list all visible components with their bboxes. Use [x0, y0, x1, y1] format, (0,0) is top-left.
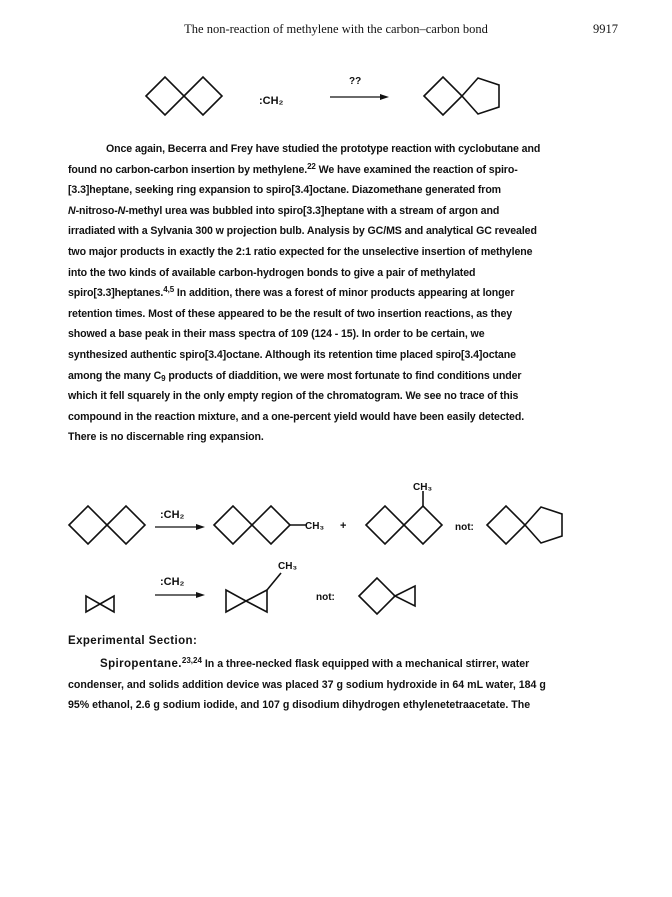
methylene-reagent: :CH₂	[160, 509, 185, 521]
methylene-reagent: :CH₂	[259, 95, 284, 107]
text-line	[68, 366, 604, 387]
citation: 4,5	[163, 285, 175, 295]
spiroheptane-structure	[146, 77, 222, 115]
paragraph-experimental	[68, 654, 608, 716]
text-run: among the many C	[68, 369, 162, 382]
reaction-arrow	[155, 592, 205, 598]
not-label: not:	[455, 522, 474, 533]
text-run: spiro[3.3]heptanes.	[68, 287, 164, 300]
text-line: There is no discernable ring expansion.	[68, 431, 264, 444]
text-line: synthesized authentic spiro[3.4]octane. Although its retention time placed spiro[3.4]octane	[68, 348, 516, 361]
text-run: products of diaddition, we were most fortunate to find conditions under	[165, 369, 522, 382]
text-line: retention times. Most of these appeared to be the result of two insertion reactions, as they	[68, 307, 513, 320]
text-line	[68, 201, 604, 222]
text-line: 95% ethanol, 2.6 g sodium iodide, and 107 g disodium dihydrogen ethylenetetraacetate. The	[68, 699, 531, 712]
text-line	[68, 283, 604, 304]
text-run: In addition, there was a forest of minor products appearing at longer	[174, 287, 515, 300]
reaction-arrow	[330, 94, 389, 100]
running-title: The non-reaction of methylene with the carbon–carbon bond	[184, 22, 488, 36]
methyl-label: CH₃	[413, 482, 433, 493]
subscript: 9	[161, 373, 166, 383]
methyl-spiroheptane-1	[366, 491, 442, 544]
methylene-reagent: :CH₂	[160, 576, 185, 588]
methyl-spiropentane	[226, 573, 281, 612]
methyl-spiroheptane-2	[214, 506, 307, 544]
text-line: compound in the reaction mixture, and a one-percent yield would have been easily detected.	[68, 410, 525, 423]
text-line: into the two kinds of available carbon-hydrogen bonds to give a pair of methylated	[68, 266, 476, 279]
text-line: irradiated with a Sylvania 300 w projection bulb. Analysis by GC/MS and analytical GC revealed	[68, 225, 537, 238]
paragraph-discussion	[68, 139, 604, 448]
citation: 22	[307, 161, 316, 171]
text-line: [3.3]heptane, seeking ring expansion to spiro[3.4]octane. Diazomethane generated from	[68, 184, 502, 197]
text-line	[68, 654, 608, 675]
reaction-arrow	[155, 524, 205, 530]
page-number: 9917	[593, 22, 618, 36]
spirooctane-structure	[487, 506, 562, 544]
text-line: Once again, Becerra and Frey have studied the prototype reaction with cyclobutane and	[106, 143, 541, 155]
citation: 23,24	[181, 656, 202, 665]
text-run: In a three-necked flask equipped with a mechanical stirrer, water	[201, 658, 530, 670]
italic-run: N	[117, 204, 126, 217]
text-line: two major products in exactly the 2:1 ratio expected for the unselective insertion of methylene	[68, 245, 533, 258]
spiroheptane-structure	[69, 506, 145, 544]
spirooctane-structure	[424, 77, 499, 115]
methyl-label: CH₃	[278, 561, 298, 572]
plus-sign: +	[340, 520, 347, 532]
section-heading: Experimental Section:	[68, 635, 198, 647]
italic-run: N	[68, 204, 76, 217]
text-run: -nitroso-	[75, 204, 118, 217]
text-line: condenser, and solids addition device was placed 37 g sodium hydroxide in 64 mL water, 184 g	[68, 678, 546, 691]
methyl-label: CH₃	[305, 521, 325, 532]
text-line: which it fell squarely in the only empty region of the chromatogram. We see no trace of this	[68, 390, 519, 403]
text-run: -methyl urea was bubbled into spiro[3.3]heptane with a stream of argon and	[125, 204, 500, 217]
compound-name: Spiropentane.	[100, 658, 182, 670]
text-run: found no carbon-carbon insertion by methylene.	[68, 163, 308, 176]
text-run: We have examined the reaction of spiro-	[315, 163, 518, 176]
spirohexane-structure	[359, 578, 415, 614]
spiropentane-structure	[86, 596, 114, 612]
not-label: not:	[316, 592, 335, 603]
uncertain-marker: ??	[349, 76, 362, 87]
text-line: showed a base peak in their mass spectra of 109 (124 - 15). In order to be certain, we	[68, 328, 485, 341]
text-line	[68, 160, 604, 181]
